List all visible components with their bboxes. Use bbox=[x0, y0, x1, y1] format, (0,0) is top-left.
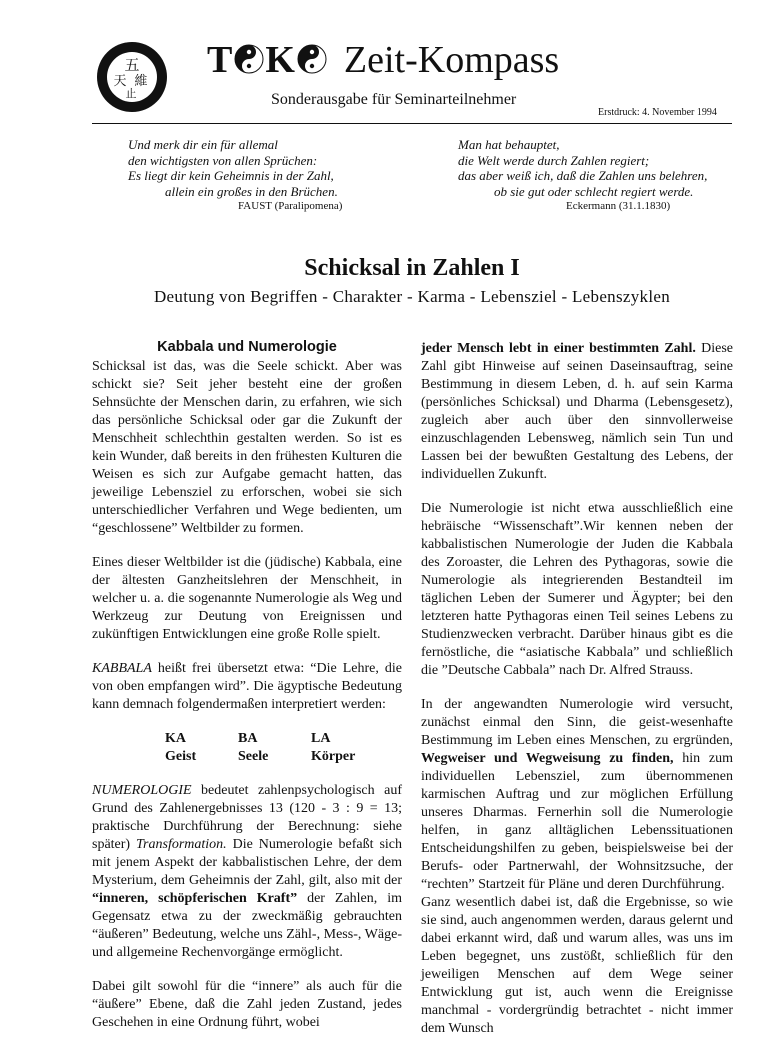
term-numerologie: NUMEROLOGIE bbox=[92, 783, 192, 798]
term-kabbala: KABBALA bbox=[92, 661, 152, 676]
quote-right-source: Eckermann (31.1.1830) bbox=[566, 200, 671, 212]
paragraph: jeder Mensch lebt in einer bestimmten Zahl. Diese Zahl gibt Hinweise auf seinen Daseinsauftrag, seine Bestimmung in diesem Leben, d. h. auf sein Karma (persönliches Schicksal) und Dharma (Lebensgesetz), zugleich aber auch über den sinnvollerweise einzuschlagenden Lebensweg, nämlich sein Tun und Lassen bei der bewußten Gestaltung des Lebens, der individuellen Zukunft. bbox=[421, 341, 733, 482]
article-subtitle: Deutung von Begriffen - Charakter - Karma - Lebensziel - Lebenszyklen bbox=[153, 287, 671, 306]
logo-glyph-4: 止 bbox=[125, 87, 137, 100]
quote-line: Und merk dir ein für allemal bbox=[128, 137, 278, 152]
quote-line: den wichtigsten von allen Sprüchen: bbox=[128, 152, 318, 168]
paragraph: Die Numerologie ist nicht etwa ausschließlich eine hebräische “Wissenschaft”.Wir kennen neben der kabbalistischen Numerologie der Juden die Kabbala des Zoroaster, die Lehren des Pythagoras, sowie die Numerologie als integrierenden Bestandteil im täglichen Leben der Sumerer und Ägypter; bei den letzteren hatte Pythagoras einen Teil seines Lebens zu Studienzwecken verbracht. Darüber hinaus gibt es die fernöstliche, die “asiatische Kabbala” und schließlich die ”Deutsche Cabbala” nach Dr. Alfred Strauss. bbox=[421, 501, 733, 678]
brand-letter-t: T bbox=[207, 39, 234, 81]
article-title: Schicksal in Zahlen I bbox=[304, 255, 520, 281]
yin-yang-icon bbox=[297, 44, 327, 74]
section-heading: Kabbala und Numerologie bbox=[157, 339, 337, 355]
kabbala-terms bbox=[165, 730, 402, 766]
left-column bbox=[92, 338, 402, 1048]
product-name: Zeit-Kompass bbox=[343, 39, 560, 81]
paragraph: In der angewandten Numerologie wird versucht, zunächst einmal den Sinn, die geist-wesenhafte Bestimmung im Leben eines Menschen, zu ergründen, Wegweiser und Wegweisung zu finden, hin zum individuellen Lebensziel, zum übernommenen karmischen Auftrag und zur möglichen Erfüllung unseres Dharmas. Fernerhin soll die Numerologie helfen, in ganz alltäglichen Lebenssituationen Entscheidungshilfen zu geben, beispielsweise bei der Berufs- oder Partnerwahl, der Wohnsitzsuche, der “rechten” Startzeit für Pläne und deren Durchführung. bbox=[421, 697, 733, 892]
paragraph: Schicksal ist das, was die Seele schickt. Aber was schickt sie? Seit jeher besteht eine der großen Sehnsüchte der Menschen darin, zu erfahren, wie sich das persönliche Schicksal oder gar die Zukunft der Menschheit schlechthin gestalten werden. So ist es kein Wunder, daß bereits in den frühesten Kulturen die Weisen es sich zur Aufgabe gemacht hatten, das jeweilige Lebensziel zu erforschen, wobei sie sich unterschiedlicher Verfahren und Wege bedienten, um “geschlossene” Weltbilder zu formen. bbox=[92, 359, 402, 536]
quote-line: allein ein großes in den Brüchen. bbox=[165, 183, 338, 199]
logo-glyph-2: 天 bbox=[113, 74, 127, 89]
brand-letter-k: K bbox=[265, 39, 296, 81]
brand-title bbox=[207, 38, 559, 82]
logo-seal bbox=[95, 40, 169, 114]
term-meaning: Seele bbox=[238, 749, 269, 764]
term-meaning: Körper bbox=[311, 749, 356, 764]
quote-right bbox=[458, 137, 707, 199]
quote-left bbox=[128, 137, 338, 199]
logo-glyph-1: 五 bbox=[124, 56, 140, 74]
logo-glyph-3: 維 bbox=[134, 74, 148, 89]
yin-yang-icon bbox=[234, 44, 264, 74]
quote-line: Man hat behauptet, bbox=[458, 137, 560, 152]
term-syllable: BA bbox=[238, 731, 258, 746]
quote-left-source: FAUST (Paralipomena) bbox=[238, 200, 343, 212]
right-column bbox=[421, 340, 733, 1054]
quote-line: die Welt werde durch Zahlen regiert; bbox=[458, 152, 650, 168]
quote-line: Es liegt dir kein Geheimnis in der Zahl, bbox=[128, 168, 334, 183]
edition-subtitle: Sonderausgabe für Seminarteilnehmer bbox=[271, 91, 517, 108]
paragraph: NUMEROLOGIE bedeutet zahlenpsychologisch auf Grund des Zahlenergebnisses 13 (120 - 3 : 9 = 13; praktische Durchführung der Berechnung: siehe später) Transformation. Die Numerologie befaßt sich mit jenem Aspekt der kabbalistischen Lehre, der dem Mysterium, dem Geheimnis der Zahl, gilt, also mit der “inneren, schöpferischen Kraft” der Zahlen, im Gegensatz etwa zu der zweckmäßig gebrauchten “äußeren” Bedeutung, welche uns Zähl-, Mess-, Wäge- und allgemeine Rechenvorgänge ermöglicht. bbox=[92, 783, 402, 960]
paragraph: Eines dieser Weltbilder ist die (jüdische) Kabbala, eine der ältesten Ganzheitslehren der Menschheit, in welcher u. a. die sogenannte Numerologie als Weg und Werkzeug zur Deutung von Ereignissen und zukünftigen Entwicklungen eine große Rolle spielt. bbox=[92, 555, 402, 642]
paragraph: KABBALA heißt frei übersetzt etwa: “Die Lehre, die von oben empfangen wird”. Die ägyptische Bedeutung kann demnach folgendermaßen interpretiert werden: bbox=[92, 661, 402, 712]
paragraph: Dabei gilt sowohl für die “innere” als auch für die “äußere” Ebene, daß die Zahl jeden Zustand, jedes Geschehen in eine Ordnung führt, wobei bbox=[92, 979, 402, 1030]
quote-line: das aber weiß ich, daß die Zahlen uns belehren, bbox=[458, 168, 708, 183]
term-syllable: LA bbox=[311, 731, 331, 746]
term-syllable: KA bbox=[165, 731, 186, 746]
first-print-date: Erstdruck: 4. November 1994 bbox=[598, 107, 717, 118]
term-meaning: Geist bbox=[165, 749, 197, 764]
quote-line: ob sie gut oder schlecht regiert werde. bbox=[494, 183, 694, 199]
paragraph: Ganz wesentlich dabei ist, daß die Ergebnisse, so wie sie sind, auch angenommen werden, daraus gelernt und dabei erkannt wird, daß und warum alles, was uns im Leben begegnet, uns zustößt, schließlich für den jeweiligen Menschen auf dem Wege seiner Entwicklung gut ist, auch wenn die Ereignisse manchmal - vordergründig betrachtet - nicht immer dem Wunsch bbox=[421, 895, 733, 1036]
header-rule bbox=[92, 123, 732, 124]
